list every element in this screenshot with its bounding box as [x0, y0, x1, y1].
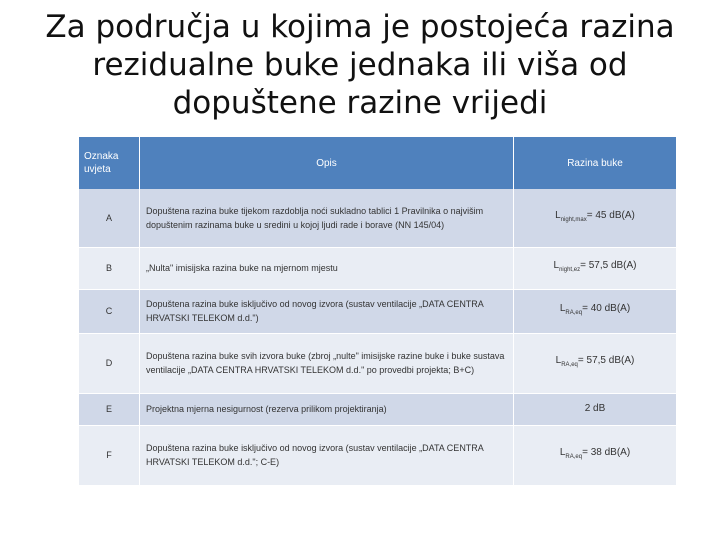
level-symbol: L: [559, 447, 566, 458]
level-subscript: night,ez: [559, 267, 581, 273]
table-row: [79, 189, 677, 247]
noise-level-table: [79, 137, 677, 486]
table-row: [79, 425, 677, 485]
row-level: [514, 289, 677, 333]
table-row: [79, 247, 677, 289]
level-symbol: L: [555, 355, 562, 366]
row-level: [514, 425, 677, 485]
table-row: [79, 333, 677, 393]
level-subscript: night,max: [560, 216, 587, 223]
level-symbol: L: [553, 260, 560, 271]
level-subscript: RA,eq: [561, 362, 578, 368]
row-key: B: [79, 247, 140, 289]
level-value: = 38 dB(A): [582, 447, 631, 458]
level-symbol: L: [559, 303, 566, 314]
row-level: [514, 333, 677, 393]
header-razina-buke: Razina buke: [514, 137, 677, 189]
level-subscript: RA,eq: [565, 310, 583, 316]
table-header-row: [79, 137, 677, 189]
row-description: Dopuštena razina buke isključivo od novog izvora (sustav ventilacije „DATA CENTRA HRVATSKI TELEKOM d.d."): [140, 289, 514, 333]
row-level: [514, 393, 677, 425]
table-row: [79, 289, 677, 333]
row-level: [514, 247, 677, 289]
level-subscript: RA,eq: [565, 454, 583, 460]
level-value: = 57,5 dB(A): [577, 355, 635, 366]
header-opis: Opis: [140, 137, 514, 189]
header-oznaka-uvjeta: Oznaka uvjeta: [79, 137, 140, 189]
level-symbol: L: [555, 209, 561, 221]
row-description: Dopuštena razina buke tijekom razdoblja noći sukladno tablici 1 Pravilnika o najvišim dopuštenim razinama buke u sredini u kojoj ljudi rade i borave (NN 145/04): [140, 189, 514, 247]
level-value: = 45 dB(A): [586, 209, 635, 221]
row-description: Projektna mjerna nesigurnost (rezerva prilikom projektiranja): [140, 393, 514, 425]
level-value: = 40 dB(A): [582, 303, 631, 314]
row-key: F: [79, 425, 140, 485]
row-key: A: [79, 189, 140, 247]
row-description: Dopuštena razina buke svih izvora buke (zbroj „nulte" imisijske razine buke i buke sustava ventilacije „DATA CENTRA HRVATSKI TELEKOM d.d." po provedbi projekta; B+C): [140, 333, 514, 393]
level-value: = 57,5 dB(A): [580, 260, 637, 271]
row-key: E: [79, 393, 140, 425]
row-key: D: [79, 333, 140, 393]
row-description: „Nulta" imisijska razina buke na mjernom mjestu: [140, 247, 514, 289]
row-key: C: [79, 289, 140, 333]
row-description: Dopuštena razina buke isključivo od novog izvora (sustav ventilacije „DATA CENTRA HRVATSKI TELEKOM d.d."; C-E): [140, 425, 514, 485]
slide-title: Za područja u kojima je postojeća razina rezidualne buke jednaka ili viša od dopuštene razine vrijedi: [45, 9, 675, 121]
level-value: 2 dB: [584, 403, 606, 414]
table-row: [79, 393, 677, 425]
row-level: [514, 189, 677, 247]
